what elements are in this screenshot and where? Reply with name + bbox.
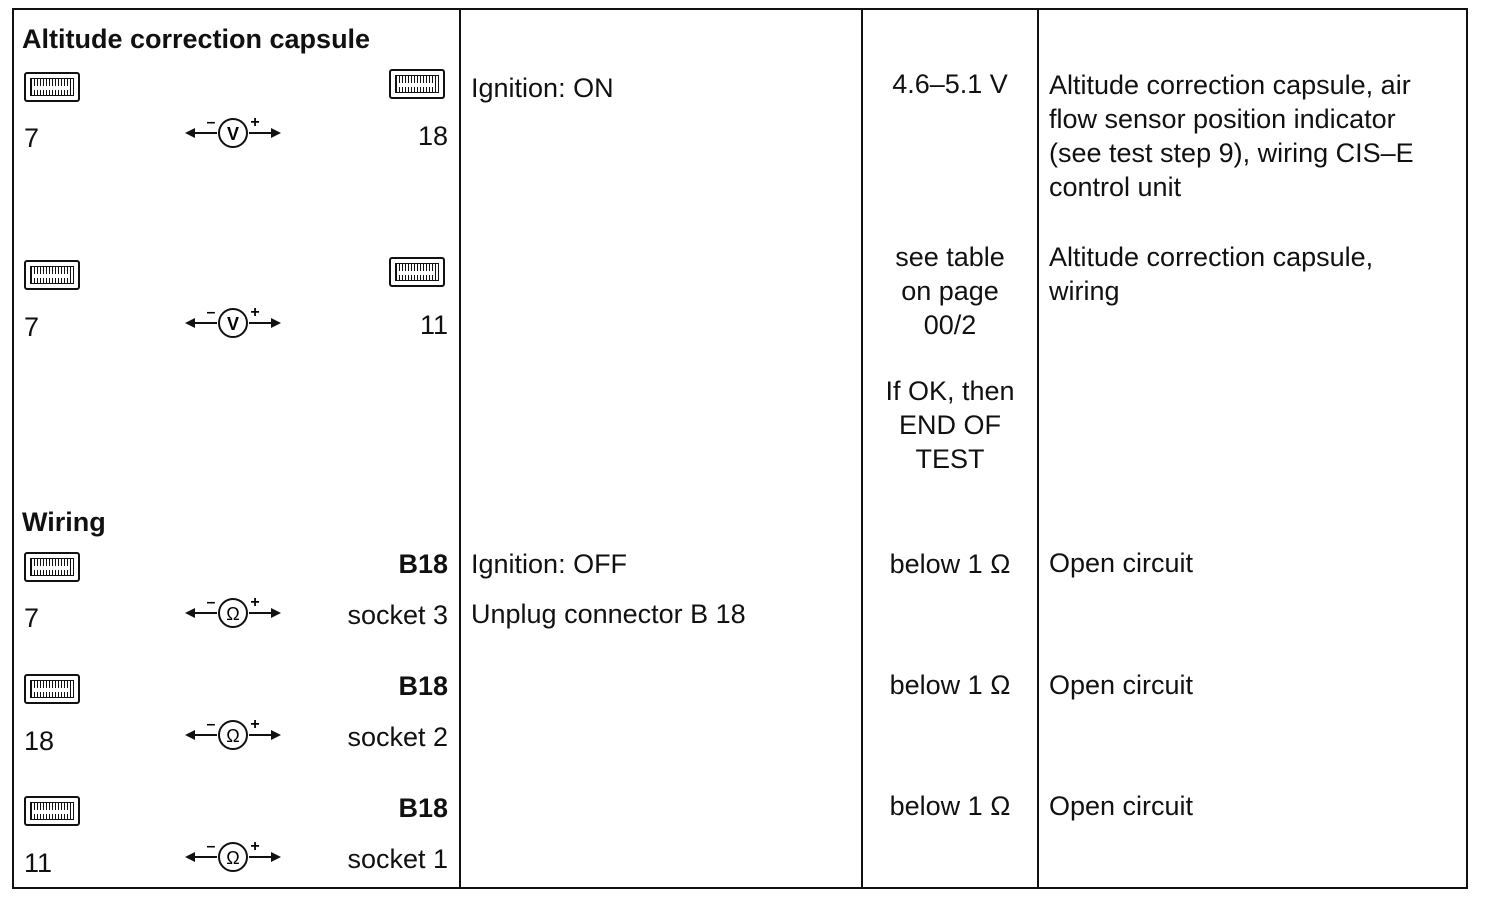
nominal-value: below 1 Ω	[889, 549, 1011, 579]
svg-text:Ω: Ω	[226, 848, 240, 868]
possible-cause: Altitude correction capsule, wiring	[1049, 242, 1374, 306]
svg-text:+: +	[250, 304, 260, 321]
svg-text:–: –	[206, 594, 216, 611]
voltmeter-icon	[183, 113, 283, 153]
condition: Ignition: OFF	[471, 549, 628, 579]
pin-from: 18	[24, 726, 55, 756]
svg-text:+: +	[250, 716, 260, 733]
svg-text:+: +	[250, 838, 260, 855]
pin-from: 7	[24, 312, 40, 342]
svg-text:–: –	[206, 304, 216, 321]
section-title-altitude: Altitude correction capsule	[22, 24, 371, 54]
column-divider	[1037, 8, 1039, 889]
connector-icon	[389, 69, 445, 99]
svg-text:+: +	[250, 114, 260, 131]
condition: Ignition: ON	[471, 73, 614, 103]
pin-to: socket 3	[347, 600, 448, 630]
connector-icon	[24, 674, 80, 704]
svg-text:V: V	[226, 124, 240, 144]
nominal-value: 4.6–5.1 V	[892, 69, 1008, 99]
nominal-value: see table on page 00/2	[895, 242, 1005, 340]
svg-text:V: V	[226, 314, 240, 334]
pin-from: 11	[24, 848, 53, 878]
result-note: If OK, then END OF TEST	[885, 376, 1015, 474]
condition: Unplug connector B 18	[471, 599, 746, 629]
svg-text:+: +	[250, 594, 260, 611]
component-label: B18	[398, 793, 448, 823]
pin-from: 7	[24, 123, 40, 153]
connector-icon	[24, 796, 80, 826]
connector-icon	[24, 260, 80, 290]
pin-to: socket 2	[347, 722, 448, 752]
pin-to: socket 1	[347, 844, 448, 874]
connector-icon	[389, 257, 445, 287]
ohmmeter-icon	[183, 837, 283, 877]
svg-text:–: –	[206, 838, 216, 855]
nominal-value: below 1 Ω	[889, 670, 1011, 700]
svg-text:–: –	[206, 114, 216, 131]
component-label: B18	[398, 549, 448, 579]
voltmeter-icon	[183, 303, 283, 343]
possible-cause: Open circuit	[1049, 548, 1194, 578]
possible-cause: Altitude correction capsule, air flow sensor position indicator (see test step 9), wiring CIS–E control unit	[1049, 70, 1414, 202]
section-title-wiring: Wiring	[22, 507, 106, 537]
svg-text:–: –	[206, 716, 216, 733]
possible-cause: Open circuit	[1049, 670, 1194, 700]
pin-to: 11	[419, 310, 448, 340]
component-label: B18	[398, 671, 448, 701]
svg-text:Ω: Ω	[226, 604, 240, 624]
connector-icon	[24, 552, 80, 582]
column-divider	[861, 8, 863, 889]
pin-from: 7	[24, 603, 40, 633]
possible-cause: Open circuit	[1049, 791, 1194, 821]
svg-text:Ω: Ω	[226, 726, 240, 746]
connector-icon	[24, 72, 80, 102]
ohmmeter-icon	[183, 715, 283, 755]
ohmmeter-icon	[183, 593, 283, 633]
column-divider	[459, 8, 461, 889]
nominal-value: below 1 Ω	[889, 791, 1011, 821]
pin-to: 18	[417, 121, 448, 151]
